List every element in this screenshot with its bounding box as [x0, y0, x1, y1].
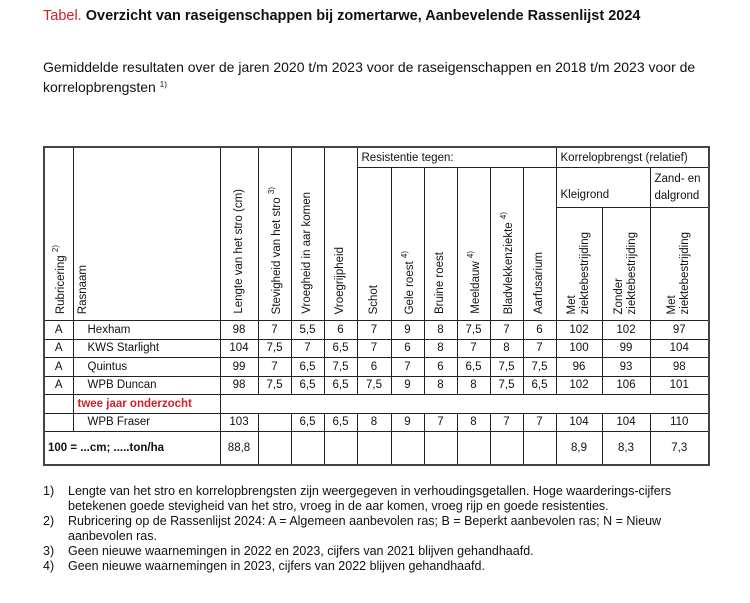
footer-row — [44, 432, 709, 466]
value-cell: 7,5 — [258, 339, 291, 358]
value-cell: 7 — [457, 339, 490, 358]
table-row — [44, 339, 709, 358]
value-cell: 7 — [490, 413, 523, 432]
value-cell: 98 — [220, 376, 258, 395]
value-cell: 8 — [424, 321, 457, 340]
table-title — [43, 8, 640, 24]
value-cell: 6 — [324, 321, 357, 340]
value-cell: 106 — [602, 376, 650, 395]
header-vroegrijpheid: Vroegrijpheid — [324, 147, 357, 321]
footer-label: 100 = ...cm; .....ton/ha — [44, 432, 220, 466]
value-cell: 8 — [457, 413, 490, 432]
footer-cell — [258, 432, 291, 466]
header-klei-zonder: Zonder ziektebestrijding — [602, 208, 650, 321]
footnote-text: Geen nieuwe waarnemingen in 2023, cijfers van 2022 blijven gehandhaafd. — [68, 559, 485, 573]
subtitle-text: Gemiddelde resultaten over de jaren 2020 t/m 2023 voor de raseigenschappen en 2018 t/m 2023 voor de korrelopbrengsten — [43, 59, 696, 95]
value-cell: 6,5 — [324, 413, 357, 432]
header-korrelopbrengst: Korrelopbrengst (relatief) — [556, 147, 709, 168]
value-cell: 8 — [490, 339, 523, 358]
footnote-ref: 1) — [159, 80, 167, 89]
value-cell: 8 — [424, 376, 457, 395]
footnote — [43, 544, 723, 559]
value-cell: 6,5 — [523, 376, 556, 395]
rasnaam-cell: Quintus — [73, 358, 220, 377]
value-cell: 93 — [602, 358, 650, 377]
value-cell: 7,5 — [457, 321, 490, 340]
value-cell: 104 — [602, 413, 650, 432]
footnote-text: Lengte van het stro en korrelopbrengsten zijn weergegeven in verhoudingsgetallen. Hoge waarderings-cijfers betekenen goede stevigheid van het stro, vroeg in de aar komen, vroeg rijp en goede resistenties. — [68, 484, 672, 513]
footer-cell — [523, 432, 556, 466]
footer-cell — [391, 432, 424, 466]
rubricering-cell: A — [44, 358, 73, 377]
value-cell: 6 — [357, 358, 391, 377]
value-cell: 6,5 — [324, 376, 357, 395]
footnote-number: 3) — [43, 544, 55, 558]
rubricering-cell — [44, 413, 73, 432]
header-zand-dalgrond: Zand- en dalgrond — [650, 168, 709, 208]
rubricering-cell: A — [44, 339, 73, 358]
value-cell: 6 — [424, 358, 457, 377]
table-row — [44, 321, 709, 340]
value-cell: 7,5 — [490, 358, 523, 377]
value-cell: 102 — [556, 321, 602, 340]
value-cell: 98 — [650, 358, 709, 377]
value-cell: 7 — [258, 321, 291, 340]
title-text: Overzicht van raseigenschappen bij zomertarwe, Aanbevelende Rassenlijst 2024 — [85, 8, 641, 24]
value-cell: 7 — [258, 358, 291, 377]
value-cell: 5,5 — [291, 321, 324, 340]
header-klei-met: Met ziektebestrijding — [556, 208, 602, 321]
footnote-text: Geen nieuwe waarnemingen in 2022 en 2023, cijfers van 2021 blijven gehandhaafd. — [68, 544, 534, 558]
value-cell: 6,5 — [457, 358, 490, 377]
table-row — [44, 376, 709, 395]
value-cell: 103 — [220, 413, 258, 432]
header-bladvlekkenziekte: Bladvlekkenziekte $^{4)}$ — [490, 168, 523, 321]
header-bruine-roest: Bruine roest — [424, 168, 457, 321]
footer-cell — [291, 432, 324, 466]
section-row — [44, 395, 709, 414]
value-cell: 7 — [391, 358, 424, 377]
title-lead: Tabel. — [43, 8, 82, 24]
header-kleigrond: Kleigrond — [556, 168, 650, 208]
value-cell: 6,5 — [291, 413, 324, 432]
value-cell: 7 — [357, 321, 391, 340]
header-zand-met: Met ziektebestrijding — [650, 208, 709, 321]
rasnaam-cell: Hexham — [73, 321, 220, 340]
footnote — [43, 559, 723, 574]
value-cell: 110 — [650, 413, 709, 432]
value-cell: 7,5 — [490, 376, 523, 395]
footer-cell: 88,8 — [220, 432, 258, 466]
footnote-number: 2) — [43, 514, 55, 528]
value-cell: 102 — [556, 376, 602, 395]
value-cell: 6,5 — [291, 358, 324, 377]
header-meeldauw: Meeldauw $^{4)}$ — [457, 168, 490, 321]
value-cell: 8 — [457, 376, 490, 395]
value-cell: 99 — [602, 339, 650, 358]
rubricering-cell: A — [44, 321, 73, 340]
header-rasnaam: Rasnaam — [73, 147, 220, 321]
footnotes — [43, 484, 723, 574]
rassen-table — [43, 146, 710, 466]
value-cell: 9 — [391, 413, 424, 432]
value-cell: 8 — [357, 413, 391, 432]
rubricering-cell: A — [44, 376, 73, 395]
value-cell: 6,5 — [291, 376, 324, 395]
value-cell: 102 — [602, 321, 650, 340]
rasnaam-cell: WPB Duncan — [73, 376, 220, 395]
footer-cell: 8,3 — [602, 432, 650, 466]
value-cell: 7 — [523, 413, 556, 432]
footer-cell: 8,9 — [556, 432, 602, 466]
footer-cell — [457, 432, 490, 466]
value-cell: 104 — [220, 339, 258, 358]
value-cell: 7,5 — [523, 358, 556, 377]
footer-cell: 7,3 — [650, 432, 709, 466]
value-cell: 7,5 — [324, 358, 357, 377]
value-cell: 7 — [357, 339, 391, 358]
header-lengte: Lengte van het stro (cm) — [220, 147, 258, 321]
rasnaam-cell: KWS Starlight — [73, 339, 220, 358]
subtitle — [43, 58, 723, 96]
footnote-text: Rubricering op de Rassenlijst 2024: A = Algemeen aanbevolen ras; B = Beperkt aanbevolen ras; N = Nieuw aanbevolen ras. — [68, 514, 662, 543]
header-vroegheid-aar: Vroegheid in aar komen — [291, 147, 324, 321]
value-cell: 100 — [556, 339, 602, 358]
header-gele-roest: Gele roest $^{4)}$ — [391, 168, 424, 321]
value-cell: 9 — [391, 376, 424, 395]
value-cell: 7 — [490, 321, 523, 340]
table-row — [44, 358, 709, 377]
footer-cell — [490, 432, 523, 466]
footnote — [43, 514, 723, 544]
value-cell: 104 — [556, 413, 602, 432]
value-cell: 7 — [291, 339, 324, 358]
footer-cell — [424, 432, 457, 466]
value-cell: 7,5 — [357, 376, 391, 395]
value-cell: 98 — [220, 321, 258, 340]
footnote — [43, 484, 723, 514]
header-resistentie: Resistentie tegen: — [357, 147, 556, 168]
value-cell — [258, 413, 291, 432]
header-rubricering: Rubricering $^{2)}$ — [44, 147, 73, 321]
value-cell: 7 — [424, 413, 457, 432]
table-row — [44, 413, 709, 432]
value-cell: 6 — [391, 339, 424, 358]
rasnaam-cell: WPB Fraser — [73, 413, 220, 432]
header-aarfusarium: Aarfusarium — [523, 168, 556, 321]
value-cell: 8 — [424, 339, 457, 358]
footnote-number: 4) — [43, 559, 55, 573]
footer-cell — [357, 432, 391, 466]
value-cell: 104 — [650, 339, 709, 358]
value-cell: 7 — [523, 339, 556, 358]
value-cell: 99 — [220, 358, 258, 377]
value-cell: 97 — [650, 321, 709, 340]
value-cell: 101 — [650, 376, 709, 395]
header-schot: Schot — [357, 168, 391, 321]
footer-cell — [324, 432, 357, 466]
footnote-number: 1) — [43, 484, 55, 498]
value-cell: 96 — [556, 358, 602, 377]
value-cell: 6,5 — [324, 339, 357, 358]
section-label: twee jaar onderzocht — [73, 395, 220, 414]
value-cell: 6 — [523, 321, 556, 340]
value-cell: 7,5 — [258, 376, 291, 395]
header-stevigheid: Stevigheid van het stro $^{3)}$ — [258, 147, 291, 321]
value-cell: 9 — [391, 321, 424, 340]
